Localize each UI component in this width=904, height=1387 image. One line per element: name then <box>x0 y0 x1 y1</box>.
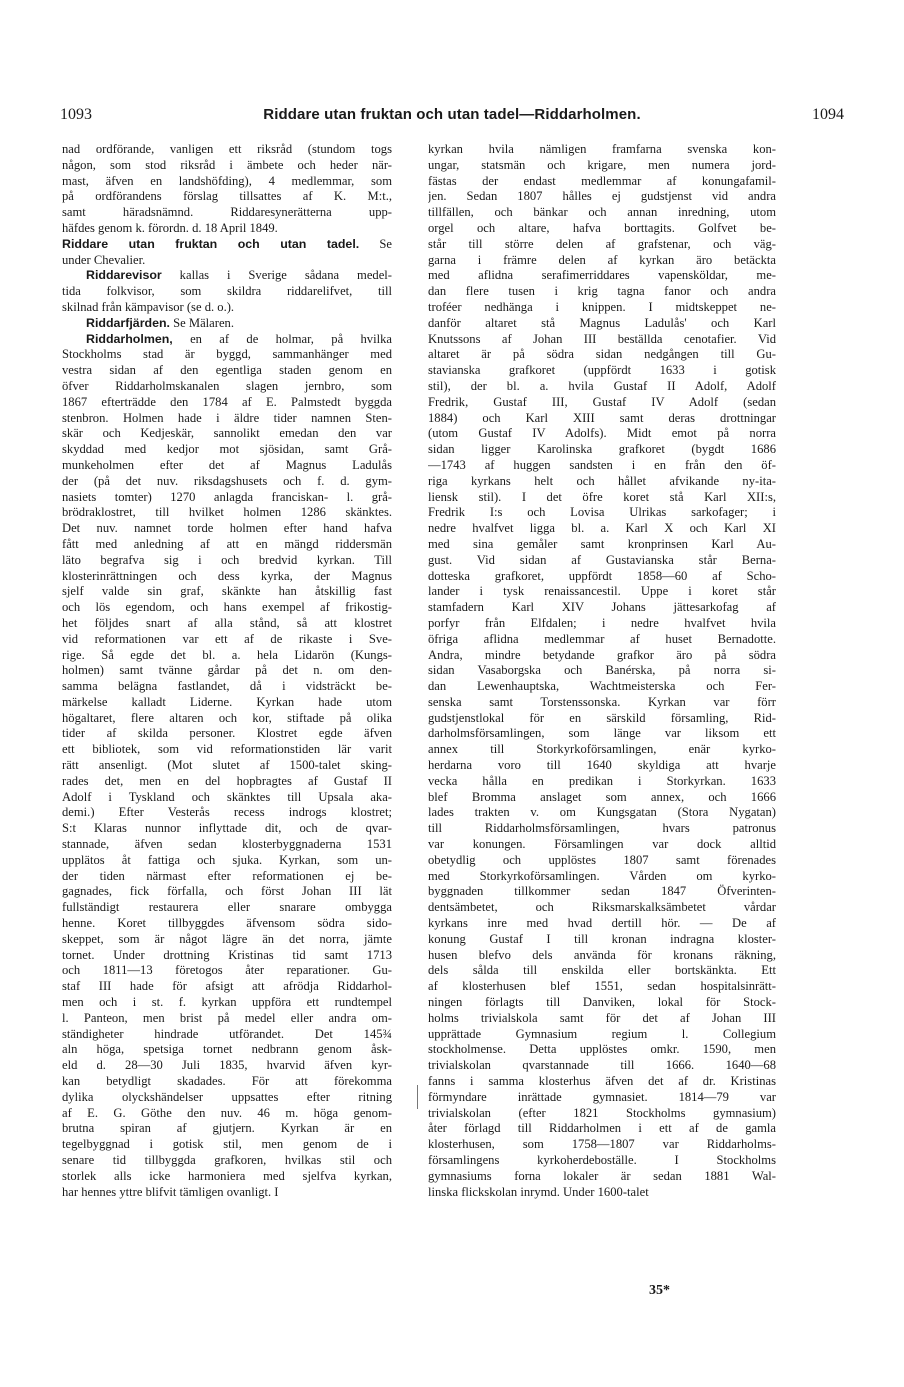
text-line: öfver Riddarholmskanalen slagen jernbro, som <box>62 378 392 393</box>
text-line: demi.) Efter Vesterås recess indrogs klostret; <box>62 805 392 820</box>
text-line: dan Lewenhauptska, Wachtmeisterska och Fer- <box>428 679 776 694</box>
text-line: —1743 af huggen sandsten i en från den öf- <box>428 457 776 472</box>
text-line: tillfällen, och bänkar och annan inredning, utom <box>428 205 776 220</box>
text-line: brutna spiran af gjutjern. Kyrkan är en <box>62 1121 392 1136</box>
text-line: nedre hvalfvet ligga bl. a. Karl X och Karl XI <box>428 521 776 536</box>
text-line: storlek alls icke harmoniera med sjelfva kyrkan, <box>62 1168 392 1183</box>
text-line: S:t Klaras nunnor inflyttade dit, och de qvar- <box>62 821 392 836</box>
text-line: kyrkan hvila nämligen framfarna svenska kon- <box>428 142 776 156</box>
text-line: förmyndare inrättade gymnasiet. 1814—79 var <box>428 1089 776 1104</box>
text-line: porfyr från Elfdalen; i nedre hvalfvet hvila <box>428 615 776 630</box>
page-number-left: 1093 <box>60 106 92 123</box>
text-line: upplätos åt fattiga och sjuka. Kyrkan, som un- <box>62 852 392 867</box>
text-line: brödraklostret, till hvilket holmen 1286 skänktes. <box>62 505 392 520</box>
page-number-right: 1094 <box>812 106 844 123</box>
signature-mark: 35* <box>649 1283 670 1298</box>
text-line: Andra, mindre betydande grafkor äro på södra <box>428 647 776 662</box>
text-line: obetydlig och upplöstes 1807 samt förenades <box>428 852 776 867</box>
text-line: konung Gustaf I till kronan indragna kloster- <box>428 931 776 946</box>
text-line: husen blefvo dels använda för kronans räkning, <box>428 947 776 962</box>
text-line: fullständigt restaurera eller snarare ombygga <box>62 900 392 915</box>
text-line: 1867 efterträdde den 1784 af E. Palmstedt byggda <box>62 394 392 409</box>
text-line: darholmsförsamlingen, som länge var liksom ett <box>428 726 776 741</box>
headword: Riddarfjärden. <box>86 315 170 330</box>
headword: Riddarevisor <box>86 268 162 283</box>
text-line: tider af skilda personer. Klostret egde äfven <box>62 726 392 741</box>
text-line: l. Panteon, men brist på medel eller andra om- <box>62 1010 392 1025</box>
text-line: annex till Storkyrkoförsamlingen, enär kyrko- <box>428 742 776 757</box>
text-line: stockholmense. Detta upplöstes omkr. 1590, men <box>428 1042 776 1057</box>
text-line: gagnades, fick förfalla, och först Johan III lät <box>62 884 392 899</box>
header-title: Riddare utan fruktan och utan tadel—Riddarholmen. <box>263 106 641 123</box>
text-line: tida folkvisor, som skildra riddarelifvet, till <box>62 284 392 299</box>
left-column <box>62 142 392 1200</box>
text-line: dentsämbetet, och Riksmarskalksämbetet vårdar <box>428 900 776 915</box>
text-line: senare tid tillbyggda grafkoren, hvilkas stil och <box>62 1153 392 1167</box>
text-line: troféer nedhänga i knippen. I midtskeppet ne- <box>428 299 776 314</box>
text-line: dels sålda till enskilda eller bortskänkta. Ett <box>428 963 776 978</box>
text-line: rätt ansenligt. (Mot slutet af 1500-talet sking- <box>62 758 392 773</box>
text-line: kan betydligt skadades. För att förekomma <box>62 1074 392 1089</box>
text-line: märkelse kalladt Liderne. Kyrkan hade utom <box>62 694 392 709</box>
text-line: eld d. 28—30 Juli 1835, hvarvid äfven kyr- <box>62 1058 392 1073</box>
text-line: trivialskolan (efter 1821 Stockholms gymnasium) <box>428 1105 776 1120</box>
text-line: och lös egendom, och hans exempel af frikostig- <box>62 600 392 615</box>
text-line: af E. G. Göthe den nuv. 46 m. höga genom- <box>62 1105 392 1120</box>
text-line: stamfadern Karl XIV Johans jättesarkofag af <box>428 600 776 615</box>
text-line: har hennes yttre blifvit tämligen ovanligt. I <box>62 1184 279 1199</box>
text-line: skeppet, som är något lägre än det norra, jämte <box>62 931 392 946</box>
text-line: lades trakten v. om Kungsgatan (Stora Nygatan) <box>428 805 776 820</box>
text-line: Riddarfjärden. Se Mälaren. <box>86 315 234 330</box>
text-line: och 1811—13 företogos åter reparationer. Gu- <box>62 963 392 978</box>
text-line: rades det, men en del hopbragtes af Gustaf II <box>62 773 392 788</box>
text-line: holmen) samt tvänne gårdar på det n. om den- <box>62 663 392 678</box>
text-line: vecka hålla en predikan i Storkyrkan. 1633 <box>428 773 776 788</box>
text-line: gust. Vid sidan af Gustavianska står Berna- <box>428 552 776 567</box>
text-line: Adolf i Tyskland och skänktes till Upsala aka- <box>62 789 392 804</box>
text-line: vid reformationen var ett af de rikaste i Sve- <box>62 631 392 646</box>
headword: Riddare utan fruktan och utan tadel. <box>62 236 360 251</box>
text-line: klosterhusen, som 1758—1807 var Riddarholms- <box>428 1137 776 1152</box>
text-line: holms trivialskola samt för det af Johan III <box>428 1010 776 1025</box>
text-line: Stockholms stad är byggd, sammanhänger med <box>62 347 392 362</box>
text-line: Knutssons af Johan III beställda cenotafier. Vid <box>428 331 776 346</box>
text-line: åter förlagd till Riddarholmen i ett af de gamla <box>428 1121 776 1136</box>
text-line: garna i främre delen af kyrkan äro betäckta <box>428 252 776 267</box>
text-line: munkeholmen efter det af Magnus Ladulås <box>62 457 392 472</box>
text-line: klosterinrättningen och dess kyrka, der Magnus <box>62 568 392 583</box>
text-line: stavianska grafkoret (uppfördt 1633 i gotisk <box>428 363 776 378</box>
text-line: till Riddarholmsförsamlingen, hvars patronus <box>428 821 776 836</box>
text-line: nasiets tomter) 1270 anlagda franciskan- l. grå- <box>62 489 392 504</box>
text-line: gymnasiums forna lokaler är sedan 1881 Wal- <box>428 1168 776 1183</box>
text-line: riga kyrkans helt och hållet afvikande ny-ita- <box>428 473 776 488</box>
text-line: senska samt Torstenssonska. Kyrkan var förr <box>428 694 776 709</box>
text-line: på ordförandens förslag tillsattes af K. M:t., <box>62 189 392 204</box>
text-line: någon, som stod riksråd i ämbete och heder när- <box>62 157 392 172</box>
text-line: skilnad från kämpavisor (se d. o.). <box>62 299 235 314</box>
text-line: med sina gemåler samt kronprinsen Karl Au- <box>428 536 776 551</box>
text-line: der tiden närmast efter reformationen ej be- <box>62 868 392 883</box>
text-line: vestra sidan af den egentliga staden genom en <box>62 363 392 378</box>
text-line: ett bibliotek, som vid reformationstiden lär varit <box>62 742 392 757</box>
column-divider-mark <box>417 1085 418 1109</box>
text-line: kyrkans inre med hvad dertill hör. — De af <box>428 916 776 931</box>
text-line: dotteska grafkoret, uppfördt 1858—60 af Scho- <box>428 568 776 583</box>
text-line: högaltaret, flere altaren och kor, stiftade på olika <box>62 710 392 725</box>
text-line: var konungen. Församlingen var dock alltid <box>428 837 776 852</box>
text-line: samt häradsnämnd. Riddaresynerätterna upp- <box>62 205 392 220</box>
right-column <box>428 142 776 1200</box>
text-line: stenbron. Holmen hade i äldre tider namnen Sten- <box>62 410 392 425</box>
headword: Riddarholmen, <box>86 331 173 346</box>
text-line: liensk stil). I det öfre koret stå Karl XII:s, <box>428 489 776 504</box>
text-line: Fredrik, Gustaf III, Gustaf IV Adolf (sedan <box>428 394 776 409</box>
text-line: församlingens kyrkoherdeboställe. I Stockholms <box>428 1153 776 1167</box>
text-line: ningen förlagts till Danviken, lokal för Stock- <box>428 995 776 1010</box>
text-line: fästas der endast medlemmar af konungafamil- <box>428 173 776 188</box>
text-line: skär och Kedjeskär, sannolikt emedan den var <box>62 426 392 441</box>
text-line: fanns i samma klosterhus äfven det af dr. Kristinas <box>428 1074 776 1089</box>
text-line: nad ordförande, vanligen ett riksråd (stundom togs <box>62 142 392 156</box>
text-line: Det nuv. namnet torde holmen efter hand hafva <box>62 521 392 536</box>
text-line: dan flere tusen i krig tagna fanor och andra <box>428 284 776 299</box>
text-line: tornet. Under drottning Kristinas tid samt 1713 <box>62 947 392 962</box>
running-header <box>60 106 844 128</box>
text-line: danför altaret stå Magnus Ladulås' och Karl <box>428 315 776 330</box>
text-line: herdarna voro till 1640 skyldiga att hvarje <box>428 758 776 773</box>
text-line: linska flickskolan inrymd. Under 1600-talet <box>428 1184 649 1199</box>
text-line: henne. Koret tillbyggdes äfvensom södra sido- <box>62 916 392 931</box>
text-line: staf III hade för afsigt att afrödja Riddarhol- <box>62 979 392 994</box>
text-line: Riddarevisor kallas i Sverige sådana medel- <box>86 268 392 283</box>
text-line: blef Bromma anslaget som annex, och 1666 <box>428 789 776 804</box>
text-line: samma belägna fastlandet, då i vidsträckt be- <box>62 679 392 694</box>
text-line: Fredrik I:s och Lovisa Ulrikas sarkofager; i <box>428 505 776 520</box>
text-line: Riddare utan fruktan och utan tadel. Se <box>62 236 392 251</box>
text-line: sjelf valde sin graf, skänkte han åtskillig fast <box>62 584 392 599</box>
text-line: rige. Så egde det bl. a. hela Lidarön (Kungs- <box>62 647 392 662</box>
text-line: står till större delen af grafstenar, och väg- <box>428 236 776 251</box>
text-line: med aflidna serafimerriddares vapensköldar, me- <box>428 268 776 283</box>
text-line: aln höga, spetsiga tornet nedbrann genom åsk- <box>62 1042 392 1057</box>
text-line: byggnaden tillkommer sedan 1847 Öfverinten- <box>428 884 776 899</box>
text-line: stil), der bl. a. hvila Gustaf II Adolf, Adolf <box>428 378 776 393</box>
text-line: tegelbyggnad i gotisk stil, men genom de i <box>62 1137 392 1152</box>
text-line: sidan ligger Karolinska grafkoret (bygdt 1686 <box>428 442 776 457</box>
text-line: läto begrafva sig i och bredvid kyrkan. Till <box>62 552 392 567</box>
text-line: mast, äfven en landshöfding), 4 medlemmar, som <box>62 173 392 188</box>
text-line: men och i st. f. kyrkan uppföra ett rundtempel <box>62 995 392 1010</box>
text-line: upprättade Gymnasium regium l. Collegium <box>428 1026 776 1041</box>
text-line: häfdes genom k. förordn. d. 18 April 1849. <box>62 220 278 235</box>
text-line: lander i tysk renaissancestil. Uppe i koret står <box>428 584 776 599</box>
text-line: sidan Vasaborgska och Banérska, på norra si- <box>428 663 776 678</box>
text-line: under Chevalier. <box>62 252 146 267</box>
text-line: skyddad med kedjor mot sjösidan, samt Grå- <box>62 442 392 457</box>
text-line: (utom Gustaf IV Adolfs). Midt emot på norra <box>428 426 776 441</box>
text-line: dylika olyckshändelser uppsattes efter ritning <box>62 1089 392 1104</box>
text-line: altaret är på södra sidan nedgången till Gu- <box>428 347 776 362</box>
text-line: der (på det nuv. riksdagshusets och f. d. gym- <box>62 473 392 488</box>
text-line: öfriga aflidna medlemmar af huset Bernadotte. <box>428 631 776 646</box>
text-line: med Storkyrkoförsamlingen. Vården om kyrko- <box>428 868 776 883</box>
text-line: trivialskolan qvarstannade till 1666. 1640—68 <box>428 1058 776 1073</box>
text-line: orgel och altare, hafva borttagits. Golfvet be- <box>428 220 776 235</box>
text-line: ständigheter hindrade utförandet. Det 145¾ <box>62 1026 392 1041</box>
text-line: het följdes snart af alla stånd, så att klostret <box>62 615 392 630</box>
text-line: gudstjenstlokal för en särskild församling, Rid- <box>428 710 776 725</box>
text-line: af klosterhusen blef 1551, sedan hospitalsinrätt- <box>428 979 776 994</box>
text-line: stannade, äfven sedan klosterbyggnaderna 1531 <box>62 837 392 852</box>
text-line: fått med anledning af att en mängd riddersmän <box>62 536 392 551</box>
text-line: jen. Sedan 1807 hålles ej gudstjenst vid andra <box>428 189 776 204</box>
text-line: Riddarholmen, en af de holmar, på hvilka <box>86 331 392 346</box>
text-line: ungar, statsmän och krigare, men numera jord- <box>428 157 776 172</box>
text-line: 1884) och Karl XIII samt deras drottningar <box>428 410 776 425</box>
